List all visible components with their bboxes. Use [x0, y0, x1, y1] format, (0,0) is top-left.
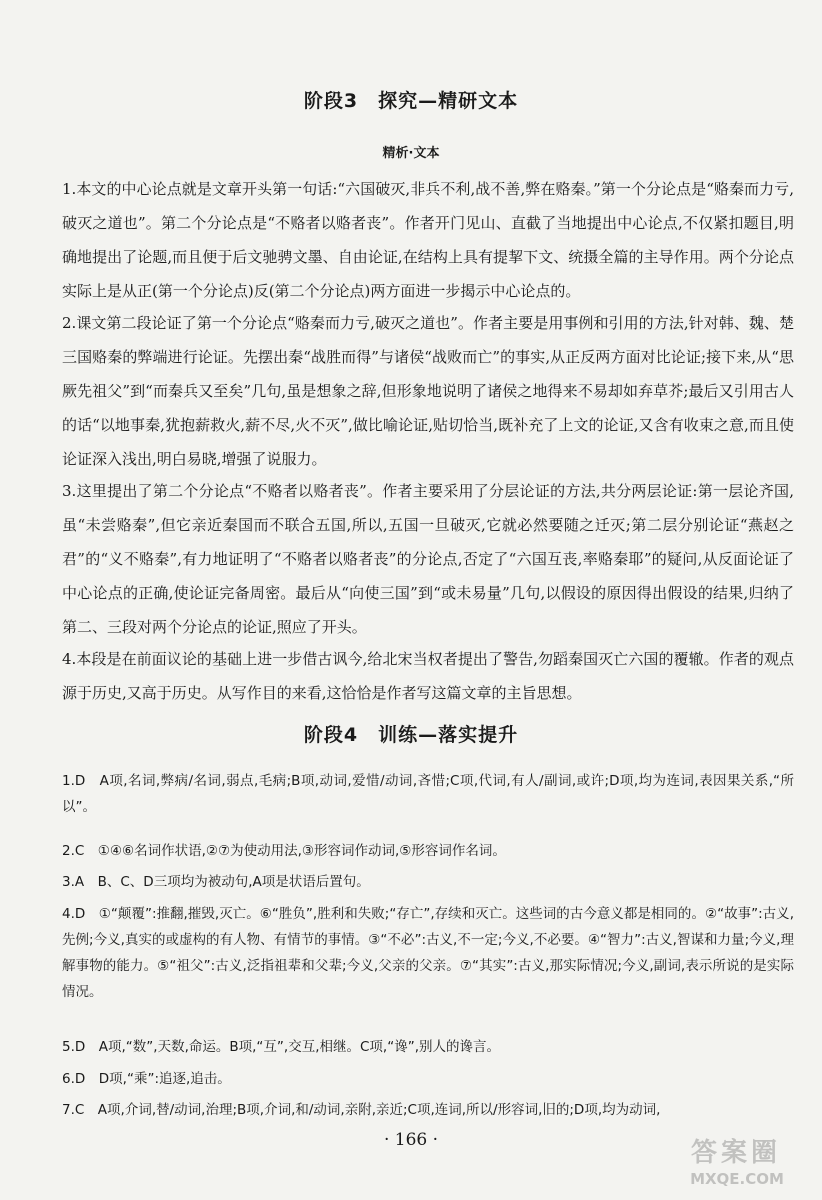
answer-item: 6.D D项,“乘”:追逐,追击。 — [62, 1071, 231, 1087]
answer-item: 7.C A项,介词,替/动词,治理;B项,介词,和/动词,亲附,亲近;C项,连词,所以/形容词,旧的;D项,均为动词, — [62, 1102, 661, 1118]
answer-item: 4.D ①“颠覆”:推翻,摧毁,灭亡。⑥“胜负”,胜利和失败;“存亡”,存续和灭亡。这些词的古今意义都是相同的。②“故事”:古义,先例;今义,真实的或虚构的有人物、有情节的事情。③“不必”:古义,不一定;今义,不必要。④“智力”:古义,智谋和力量;今义,理解事物的能力。⑤“祖父”:古义,泛指祖辈和父辈;今义,父亲的父亲。⑦“其实”:古义,那实际情况;今义,副词,表示所说的是实际情况。 — [62, 906, 794, 1000]
section-4-title: 阶段4 训练—落实提升 — [303, 724, 519, 746]
watermark-bottom-text: MXQE.COM — [690, 1170, 784, 1188]
answer-item: 5.D A项,“数”,天数,命运。B项,“互”,交互,相继。C项,“谗”,别人的谗言。 — [62, 1039, 500, 1055]
analysis-paragraph: 3.这里提出了第二个分论点“不赂者以赂者丧”。作者主要采用了分层论证的方法,共分两层论证:第一层论齐国,虽“未尝赂秦”,但它亲近秦国而不联合五国,所以,五国一旦破灭,它就必然要随之迁灭;第二层分别论证“燕赵之君”的“义不赂秦”,有力地证明了“不赂者以赂者丧”的分论点,否定了“六国互丧,率赂秦耶”的疑问,从反面论证了中心论点的正确,使论证完备周密。最后从“向使三国”到“或未易量”几句,以假设的原因得出假设的结果,归纳了第二、三段对两个分论点的论证,照应了开头。 — [62, 482, 794, 636]
watermark-top-text: 答案圈 — [690, 1138, 781, 1168]
answer-item: 1.D A项,名词,弊病/名词,弱点,毛病;B项,动词,爱惜/动词,吝惜;C项,代词,有人/副词,或许;D项,均为连词,表因果关系,“所以”。 — [62, 773, 794, 815]
analysis-paragraph: 1.本文的中心论点就是文章开头第一句话:“六国破灭,非兵不利,战不善,弊在赂秦。”第一个分论点是“赂秦而力亏,破灭之道也”。第二个分论点是“不赂者以赂者丧”。作者开门见山、直截了当地提出中心论点,不仅紧扣题目,明确地提出了论题,而且便于后文驰骋文墨、自由论证,在结构上具有提挈下文、统摄全篇的主导作用。两个分论点实际上是从正(第一个分论点)反(第二个分论点)两方面进一步揭示中心论点的。 — [62, 180, 794, 300]
answer-item: 2.C ①④⑥名词作状语,②⑦为使动用法,③形容词作动词,⑤形容词作名词。 — [62, 843, 506, 859]
page-number: · 166 · — [383, 1130, 439, 1150]
section-3-subtitle: 精析·文本 — [382, 146, 440, 161]
analysis-paragraph: 2.课文第二段论证了第一个分论点“赂秦而力亏,破灭之道也”。作者主要是用事例和引用的方法,针对韩、魏、楚三国赂秦的弊端进行论证。先摆出秦“战胜而得”与诸侯“战败而亡”的事实,从正反两方面对比论证;接下来,从“思厥先祖父”到“而秦兵又至矣”几句,虽是想象之辞,但形象地说明了诸侯之地得来不易却如弃草芥;最后又引用古人的话“以地事秦,犹抱薪救火,薪不尽,火不灭”,做比喻论证,贴切恰当,既补充了上文的论证,又含有收束之意,而且使论证深入浅出,明白易晓,增强了说服力。 — [62, 314, 794, 468]
section-3-title: 阶段3 探究—精研文本 — [303, 90, 519, 112]
analysis-paragraph: 4.本段是在前面议论的基础上进一步借古讽今,给北宋当权者提出了警告,勿蹈秦国灭亡六国的覆辙。作者的观点源于历史,又高于历史。从写作目的来看,这恰恰是作者写这篇文章的主旨思想。 — [62, 650, 794, 702]
answer-item: 3.A B、C、D三项均为被动句,A项是状语后置句。 — [62, 874, 370, 890]
watermark-logo — [662, 1132, 812, 1194]
